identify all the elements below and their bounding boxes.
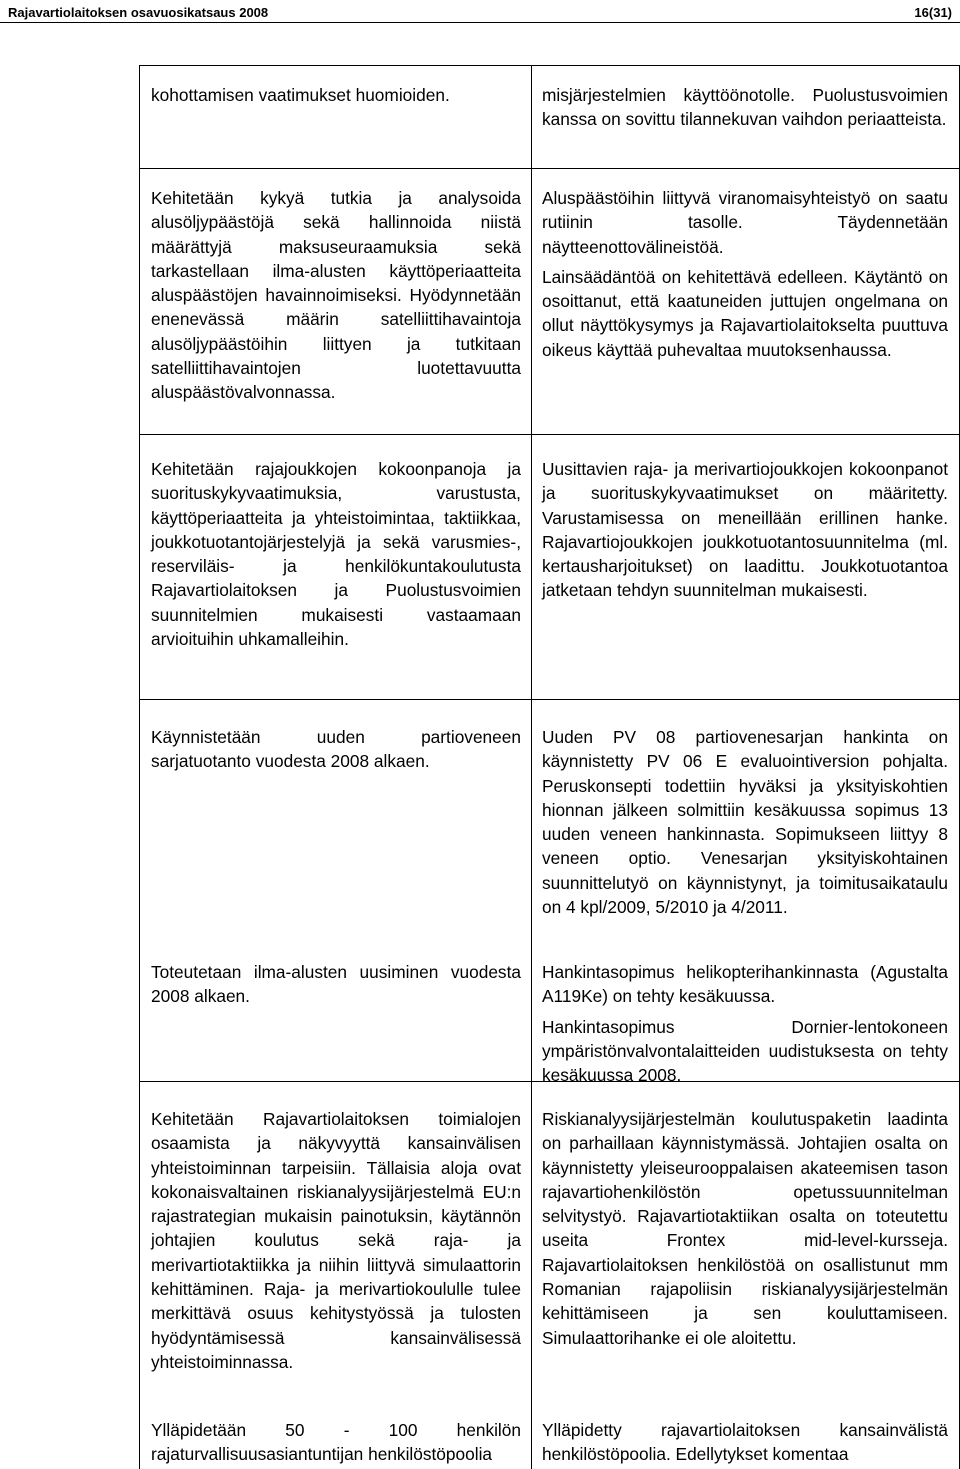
cell-paragraph: Hankintasopimus helikopterihankinnasta (Agustalta A119Ke) on tehty kesäkuussa. — [542, 962, 948, 1007]
row-divider — [139, 65, 960, 66]
table-cell-goal — [151, 1418, 521, 1467]
cell-paragraph: Aluspäästöihin liittyvä viranomaisyhteistyö on saatu rutiinin tasolle. Täydennetään näytteenottovälineistöä. — [542, 188, 948, 257]
table-border-left — [139, 65, 140, 1469]
table-cell-goal — [151, 83, 521, 107]
table-column-divider — [531, 65, 532, 1469]
cell-paragraph: Hankintasopimus Dornier-lentokoneen ympäristönvalvontalaitteiden uudistuksesta on tehty kesäkuussa 2008. — [542, 1016, 948, 1086]
table-cell-goal — [151, 960, 521, 1009]
row-divider — [139, 434, 960, 435]
table-cell-status — [542, 83, 948, 132]
table-cell-status — [542, 186, 948, 362]
document-title: Rajavartiolaitoksen osavuosikatsaus 2008 — [8, 5, 269, 20]
table-cell-goal — [151, 1107, 521, 1374]
cell-paragraph: Riskianalyysijärjestelmän koulutuspaketin laadinta on parhaillaan käynnistymässä. Johtajien osalta on käynnistetty yleiseurooppalaisen akateemisen tason rajavartiohenkilöstön opetussuunnitelman selvitystyö. Rajavartiotaktiikan osalta on toteutettu useita Frontex mid-level-kursseja. Rajavartiolaitoksen henkilöstöä on osallistunut mm Romanian rajapoliisin riskianalyysijärjestelmän kehittämiseen ja sen kouluttamiseen. Simulaattorihanke ei ole aloitettu. — [542, 1109, 948, 1348]
table-cell-status — [542, 1107, 948, 1350]
cell-paragraph: Uusittavien raja- ja merivartiojoukkojen kokoonpanot ja suorituskykyvaatimukset on määritetty. Varustamisessa on meneillään erillinen hanke. Rajavartiojoukkojen joukkotuotantosuunnitelma (ml. kertausharjoitukset) on laadittu. Joukkotuotantoa jatketaan tehdyn suunnitelman mukaisesti. — [542, 459, 948, 601]
cell-paragraph: Ylläpidetty rajavartiolaitoksen kansainvälistä henkilöstöpoolia. Edellytykset komentaa — [542, 1420, 948, 1465]
cell-paragraph: Käynnistetään uuden partioveneen sarjatuotanto vuodesta 2008 alkaen. — [151, 727, 521, 772]
cell-paragraph: Kehitetään kykyä tutkia ja analysoida alusöljypäästöjä sekä hallinnoida niistä määrättyjä maksuseuraamuksia sekä tarkastellaan ilma-alusten käyttöperiaatteita aluspäästöjen havainnoimiseksi. Hyödynnetään enenevässä määrin satelliittihavaintoja alusöljypäästöihin liittyen ja tutkitaan satelliittihavaintojen luotettavuutta aluspäästövalvonnassa. — [151, 188, 521, 403]
cell-paragraph: Toteutetaan ilma-alusten uusiminen vuodesta 2008 alkaen. — [151, 962, 521, 1007]
cell-paragraph: misjärjestelmien käyttöönotolle. Puolustusvoimien kanssa on sovittu tilannekuvan vaihdon periaatteista. — [542, 85, 948, 130]
table-cell-goal — [151, 725, 521, 774]
table-cell-status — [542, 1418, 948, 1467]
table-cell-goal — [151, 186, 521, 405]
cell-paragraph: Ylläpidetään 50 - 100 henkilön rajaturvallisuusasiantuntijan henkilöstöpoolia — [151, 1420, 521, 1465]
cell-paragraph: kohottamisen vaatimukset huomioiden. — [151, 85, 450, 105]
cell-paragraph: Uuden PV 08 partiovenesarjan hankinta on käynnistetty PV 06 E evaluointiversion pohjalta. Peruskonsepti todettiin hyväksi ja yksityiskohtien hionnan jälkeen solmittiin kesäkuussa sopimus 13 uuden veneen hankinnasta. Sopimukseen liittyy 8 veneen optio. Venesarjan yksityiskohtainen suunnittelutyö on käynnistynyt, ja toimitusaikataulu on 4 kpl/2009, 5/2010 ja 4/2011. — [542, 727, 948, 918]
cell-paragraph: Kehitetään Rajavartiolaitoksen toimialojen osaamista ja näkyvyyttä kansainvälisen yhteistoiminnan tarpeisiin. Tällaisia aloja ovat kokonaisvaltainen riskianalyysijärjestelmä EU:n rajastrategian mukaisin painotuksin, käytännön johtajien koulutus sekä raja- ja merivartiotaktiikka ja niihin liittyvä simulaattorin kehittäminen. Raja- ja merivartiokoululle tulee merkittävä osuus kehitystyössä ja tulosten hyödyntämisessä kansainvälisessä yhteistoiminnassa. — [151, 1109, 521, 1372]
table-cell-goal — [151, 457, 521, 651]
table-cell-status — [542, 725, 948, 919]
row-divider — [139, 699, 960, 700]
cell-paragraph: Kehitetään rajajoukkojen kokoonpanoja ja suorituskykyvaatimuksia, varustusta, käyttöperiaatteita ja yhteistoimintaa, taktiikkaa, joukkotuotantojärjestelyjä ja sekä varusmies-, reserviläis- ja henkilökuntakoulutusta Rajavartiolaitoksen ja Puolustusvoimien suunnitelmien mukaisesti vastaamaan arvioituihin uhkamalleihin. — [151, 459, 521, 650]
page-number: 16(31) — [914, 5, 952, 20]
table-cell-status — [542, 960, 948, 1087]
page-header — [0, 0, 960, 28]
header-rule — [0, 22, 960, 23]
cell-paragraph: Lainsäädäntöä on kehitettävä edelleen. Käytäntö on osoittanut, että kaatuneiden juttujen ongelmana on ollut näyttökysymys ja Rajavartiolaitokselta puuttuva oikeus käyttää puhevaltaa muutoksenhaussa. — [542, 266, 948, 360]
table-cell-status — [542, 457, 948, 603]
row-divider — [139, 168, 960, 169]
